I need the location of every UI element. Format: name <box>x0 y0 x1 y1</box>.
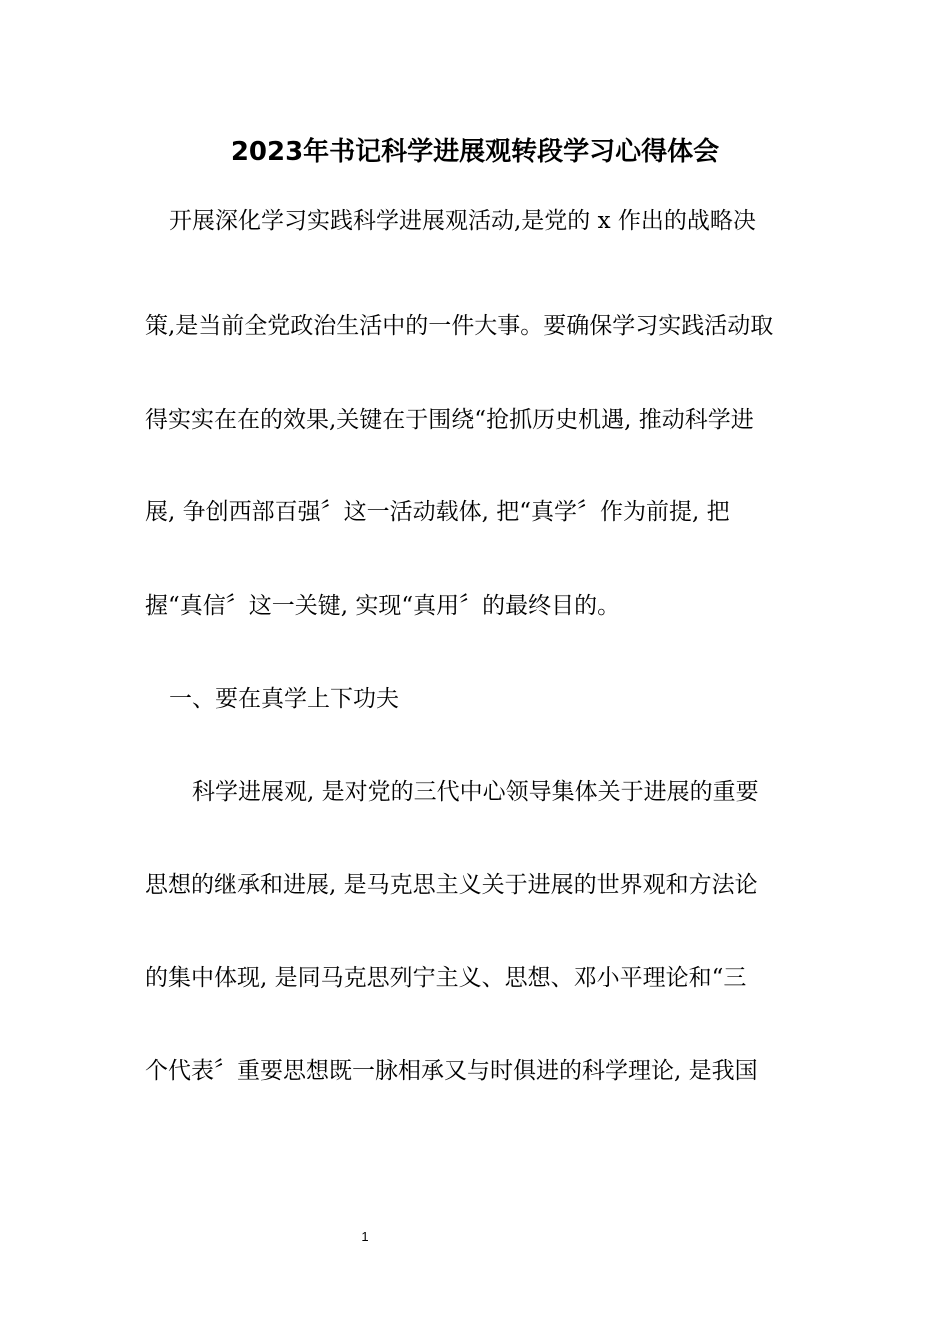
paragraph-line-3: 得实实在在的效果,关键在于围绕“抢抓历史机遇, 推动科学进 <box>145 407 754 433</box>
paragraph-line-4: 展, 争创西部百强〞这一活动载体, 把“真学〞作为前提, 把 <box>145 499 730 525</box>
paragraph-line-1: 开展深化学习实践科学进展观活动,是党的 x 作出的战略决 <box>169 208 756 234</box>
paragraph-line-5: 握“真信〞这一关键, 实现“真用〞的最终目的。 <box>145 593 621 619</box>
page-number: 1 <box>361 1229 369 1244</box>
paragraph-line-8: 思想的继承和进展, 是马克思主义关于进展的世界观和方法论 <box>145 872 758 898</box>
paragraph-line-9: 的集中体现, 是同马克思列宁主义、思想、邓小平理论和“三 <box>145 965 747 991</box>
section-heading: 一、要在真学上下功夫 <box>169 686 399 712</box>
paragraph-line-10: 个代表〞重要思想既一脉相承又与时俱进的科学理论, 是我国 <box>145 1058 758 1084</box>
document-title: 2023年书记科学进展观转段学习心得体会 <box>230 137 720 167</box>
paragraph-line-7: 科学进展观, 是对党的三代中心领导集体关于进展的重要 <box>192 779 759 805</box>
paragraph-line-2: 策,是当前全党政治生活中的一件大事。要确保学习实践活动取 <box>145 313 774 339</box>
